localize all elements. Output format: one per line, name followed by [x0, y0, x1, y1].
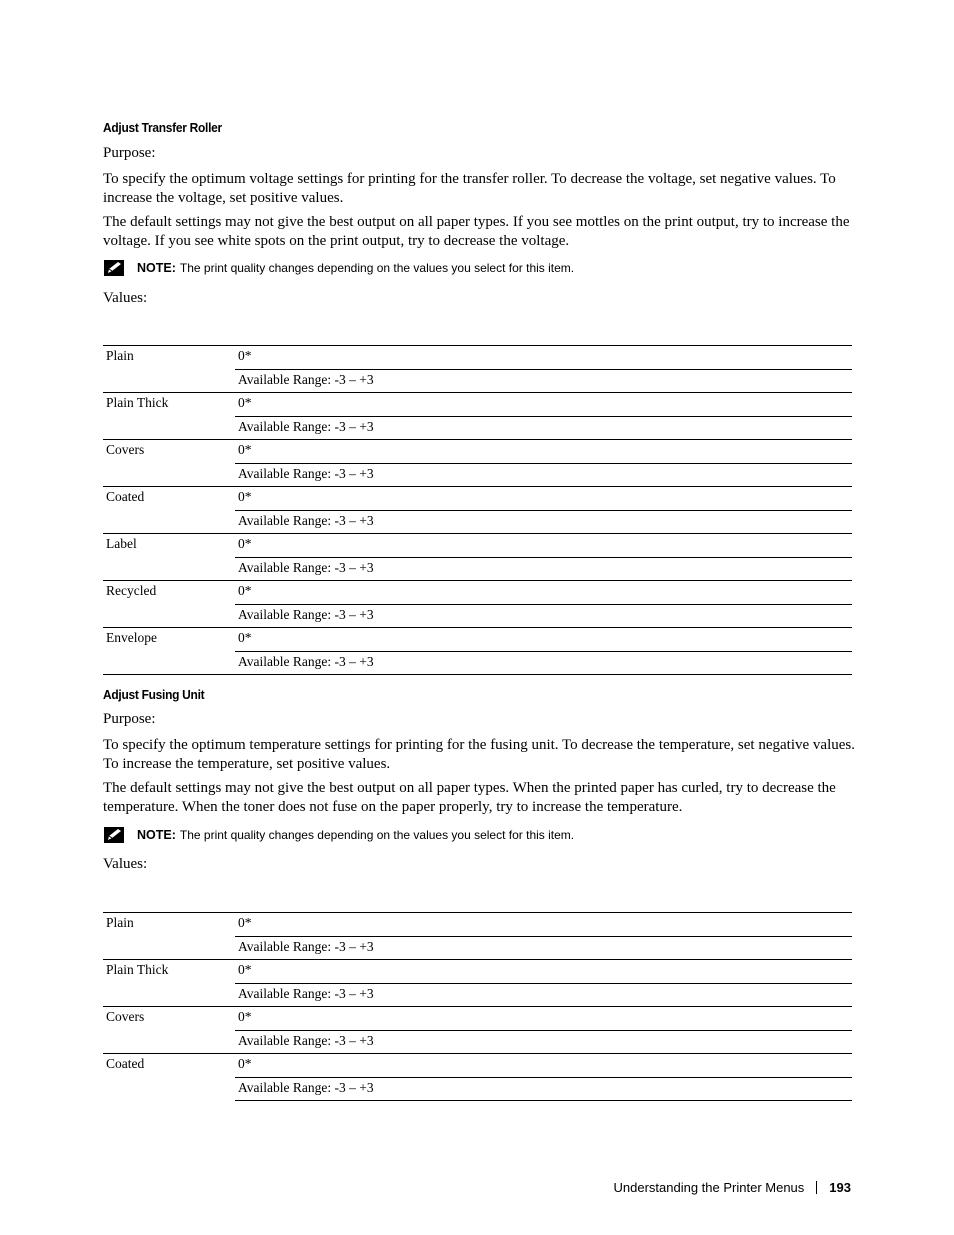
empty-cell	[103, 557, 235, 581]
paper-type-cell: Recycled	[103, 581, 235, 605]
empty-cell	[103, 1077, 235, 1101]
section-heading-fusing-unit: Adjust Fusing Unit	[103, 687, 205, 702]
table-row	[103, 1007, 852, 1031]
note-text: The print quality changes depending on the values you select for this item.	[179, 261, 575, 275]
table-row	[103, 1054, 852, 1078]
range-cell: Available Range: -3 – +3	[235, 416, 852, 440]
paper-type-cell: Label	[103, 534, 235, 558]
table-row	[103, 510, 852, 534]
paper-type-cell: Covers	[103, 1007, 235, 1031]
paper-type-cell: Coated	[103, 1054, 235, 1078]
default-value-cell: 0*	[235, 581, 852, 605]
empty-cell	[103, 510, 235, 534]
default-value-cell: 0*	[235, 960, 852, 984]
footer-chapter-title: Understanding the Printer Menus	[613, 1180, 805, 1195]
paragraph: The default settings may not give the best output on all paper types. When the printed paper has curled, try to decrease the temperature. When the toner does not fuse on the paper properly, try to increase the temperature.	[103, 780, 836, 815]
table-row	[103, 393, 852, 417]
note	[103, 258, 574, 278]
table-row	[103, 581, 852, 605]
paper-type-cell: Plain Thick	[103, 393, 235, 417]
empty-cell	[103, 651, 235, 675]
default-value-cell: 0*	[235, 1007, 852, 1031]
range-cell: Available Range: -3 – +3	[235, 557, 852, 581]
empty-cell	[103, 416, 235, 440]
section-heading-transfer-roller: Adjust Transfer Roller	[103, 120, 222, 135]
paragraph: The default settings may not give the best output on all paper types. If you see mottles on the print output, try to increase the voltage. If you see white spots on the print output, try to decrease the voltage.	[103, 214, 850, 249]
empty-cell	[103, 1030, 235, 1054]
empty-cell	[103, 369, 235, 393]
table-row	[103, 1030, 852, 1054]
paper-type-cell: Plain	[103, 913, 235, 937]
paragraph: To specify the optimum temperature settings for printing for the fusing unit. To decrease the temperature, set negative values. To increase the temperature, set positive values.	[103, 737, 855, 772]
table-row	[103, 487, 852, 511]
purpose-label: Purpose:	[103, 711, 156, 727]
note-label: NOTE:	[137, 261, 176, 275]
table-row	[103, 983, 852, 1007]
values-label: Values:	[103, 856, 148, 872]
purpose-label: Purpose:	[103, 145, 156, 161]
default-value-cell: 0*	[235, 628, 852, 652]
page-number: 193	[829, 1180, 851, 1195]
table-row	[103, 534, 852, 558]
range-cell: Available Range: -3 – +3	[235, 1030, 852, 1054]
range-cell: Available Range: -3 – +3	[235, 510, 852, 534]
table-row	[103, 416, 852, 440]
table-row	[103, 960, 852, 984]
default-value-cell: 0*	[235, 487, 852, 511]
range-cell: Available Range: -3 – +3	[235, 604, 852, 628]
note-label: NOTE:	[137, 828, 176, 842]
empty-cell	[103, 983, 235, 1007]
table-row	[103, 1077, 852, 1101]
paper-type-cell: Plain Thick	[103, 960, 235, 984]
table-row	[103, 913, 852, 937]
table-row	[103, 463, 852, 487]
table-row	[103, 628, 852, 652]
empty-cell	[103, 463, 235, 487]
table-row	[103, 604, 852, 628]
page-footer	[614, 1180, 851, 1195]
default-value-cell: 0*	[235, 440, 852, 464]
default-value-cell: 0*	[235, 1054, 852, 1078]
note-pencil-icon	[103, 826, 125, 844]
paper-type-cell: Covers	[103, 440, 235, 464]
table-row	[103, 369, 852, 393]
values-table-fusing-unit	[103, 912, 852, 1101]
table-row	[103, 440, 852, 464]
range-cell: Available Range: -3 – +3	[235, 651, 852, 675]
default-value-cell: 0*	[235, 346, 852, 370]
table-row	[103, 936, 852, 960]
values-label: Values:	[103, 290, 148, 306]
table-row	[103, 651, 852, 675]
range-cell: Available Range: -3 – +3	[235, 936, 852, 960]
paragraph: To specify the optimum voltage settings for printing for the transfer roller. To decrease the voltage, set negative values. To increase the voltage, set positive values.	[103, 171, 836, 206]
default-value-cell: 0*	[235, 393, 852, 417]
paper-type-cell: Envelope	[103, 628, 235, 652]
note	[103, 825, 574, 845]
note-pencil-icon	[103, 259, 125, 277]
empty-cell	[103, 604, 235, 628]
default-value-cell: 0*	[235, 913, 852, 937]
table-row	[103, 557, 852, 581]
note-text: The print quality changes depending on the values you select for this item.	[179, 828, 575, 842]
paper-type-cell: Coated	[103, 487, 235, 511]
range-cell: Available Range: -3 – +3	[235, 463, 852, 487]
table-row	[103, 346, 852, 370]
range-cell: Available Range: -3 – +3	[235, 369, 852, 393]
empty-cell	[103, 936, 235, 960]
paper-type-cell: Plain	[103, 346, 235, 370]
range-cell: Available Range: -3 – +3	[235, 983, 852, 1007]
range-cell: Available Range: -3 – +3	[235, 1077, 852, 1101]
default-value-cell: 0*	[235, 534, 852, 558]
footer-separator	[816, 1181, 817, 1194]
values-table-transfer-roller	[103, 345, 852, 675]
